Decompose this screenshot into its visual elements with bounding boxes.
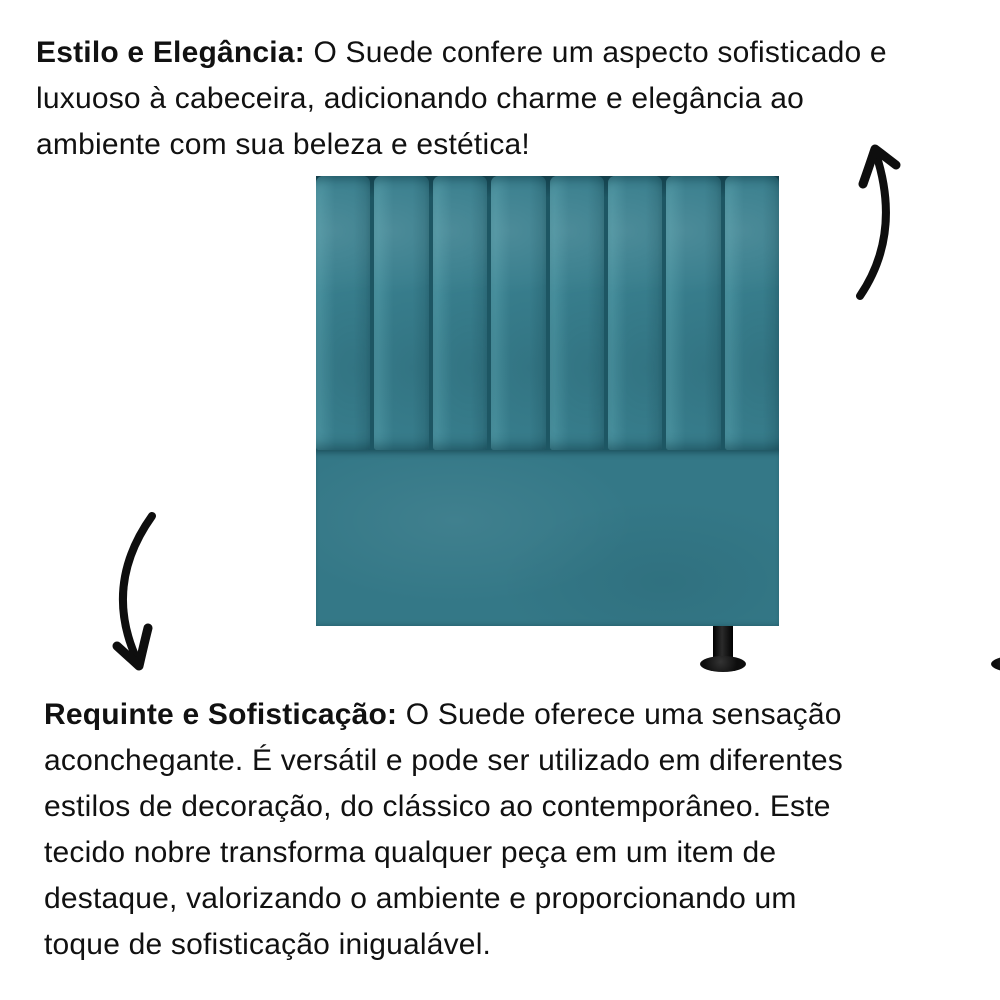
bottom-paragraph: [44, 692, 843, 968]
top-paragraph: [36, 30, 887, 168]
bottom-paragraph-text: O Suede oferece uma sensação: [405, 698, 842, 731]
top-paragraph-line-3: ambiente com sua beleza e estética!: [36, 128, 530, 161]
bottom-paragraph-title: Requinte e Sofisticação:: [44, 698, 398, 731]
bottom-paragraph-line-5: destaque, valorizando o ambiente e proporcionando um: [44, 882, 797, 915]
top-paragraph-line-2: luxuoso à cabeceira, adicionando charme e elegância ao: [36, 82, 804, 115]
bottom-paragraph-line-1: [44, 692, 843, 738]
curved-arrow-up-icon: [846, 134, 910, 306]
foot-base: [991, 656, 1000, 672]
headboard-foot-left: [700, 626, 746, 650]
headboard-image: [316, 176, 779, 626]
channel-panel: [550, 176, 604, 450]
top-paragraph-text: O Suede confere um aspecto sofisticado e: [313, 36, 887, 69]
bottom-paragraph-line-3: estilos de decoração, do clássico ao contemporâneo. Este: [44, 790, 831, 823]
channel-panel: [608, 176, 662, 450]
bottom-paragraph-line-4: tecido nobre transforma qualquer peça em um item de: [44, 836, 777, 869]
headboard-lower-panel: [316, 450, 779, 626]
bottom-paragraph-line-6: toque de sofisticação inigualável.: [44, 928, 492, 961]
curved-arrow-down-icon: [98, 498, 160, 676]
channel-panel: [666, 176, 720, 450]
top-paragraph-title: Estilo e Elegância:: [36, 36, 305, 69]
channel-panel: [433, 176, 487, 450]
headboard-channels: [316, 176, 779, 450]
foot-base: [700, 656, 746, 672]
headboard-foot-right: [991, 626, 1000, 650]
channel-panel: [316, 176, 370, 450]
channel-panel: [491, 176, 545, 450]
bottom-paragraph-line-2: aconchegante. É versátil e pode ser utilizado em diferentes: [44, 744, 843, 777]
channel-panel: [374, 176, 428, 450]
channel-panel: [725, 176, 779, 450]
top-paragraph-line-1: [36, 30, 887, 76]
